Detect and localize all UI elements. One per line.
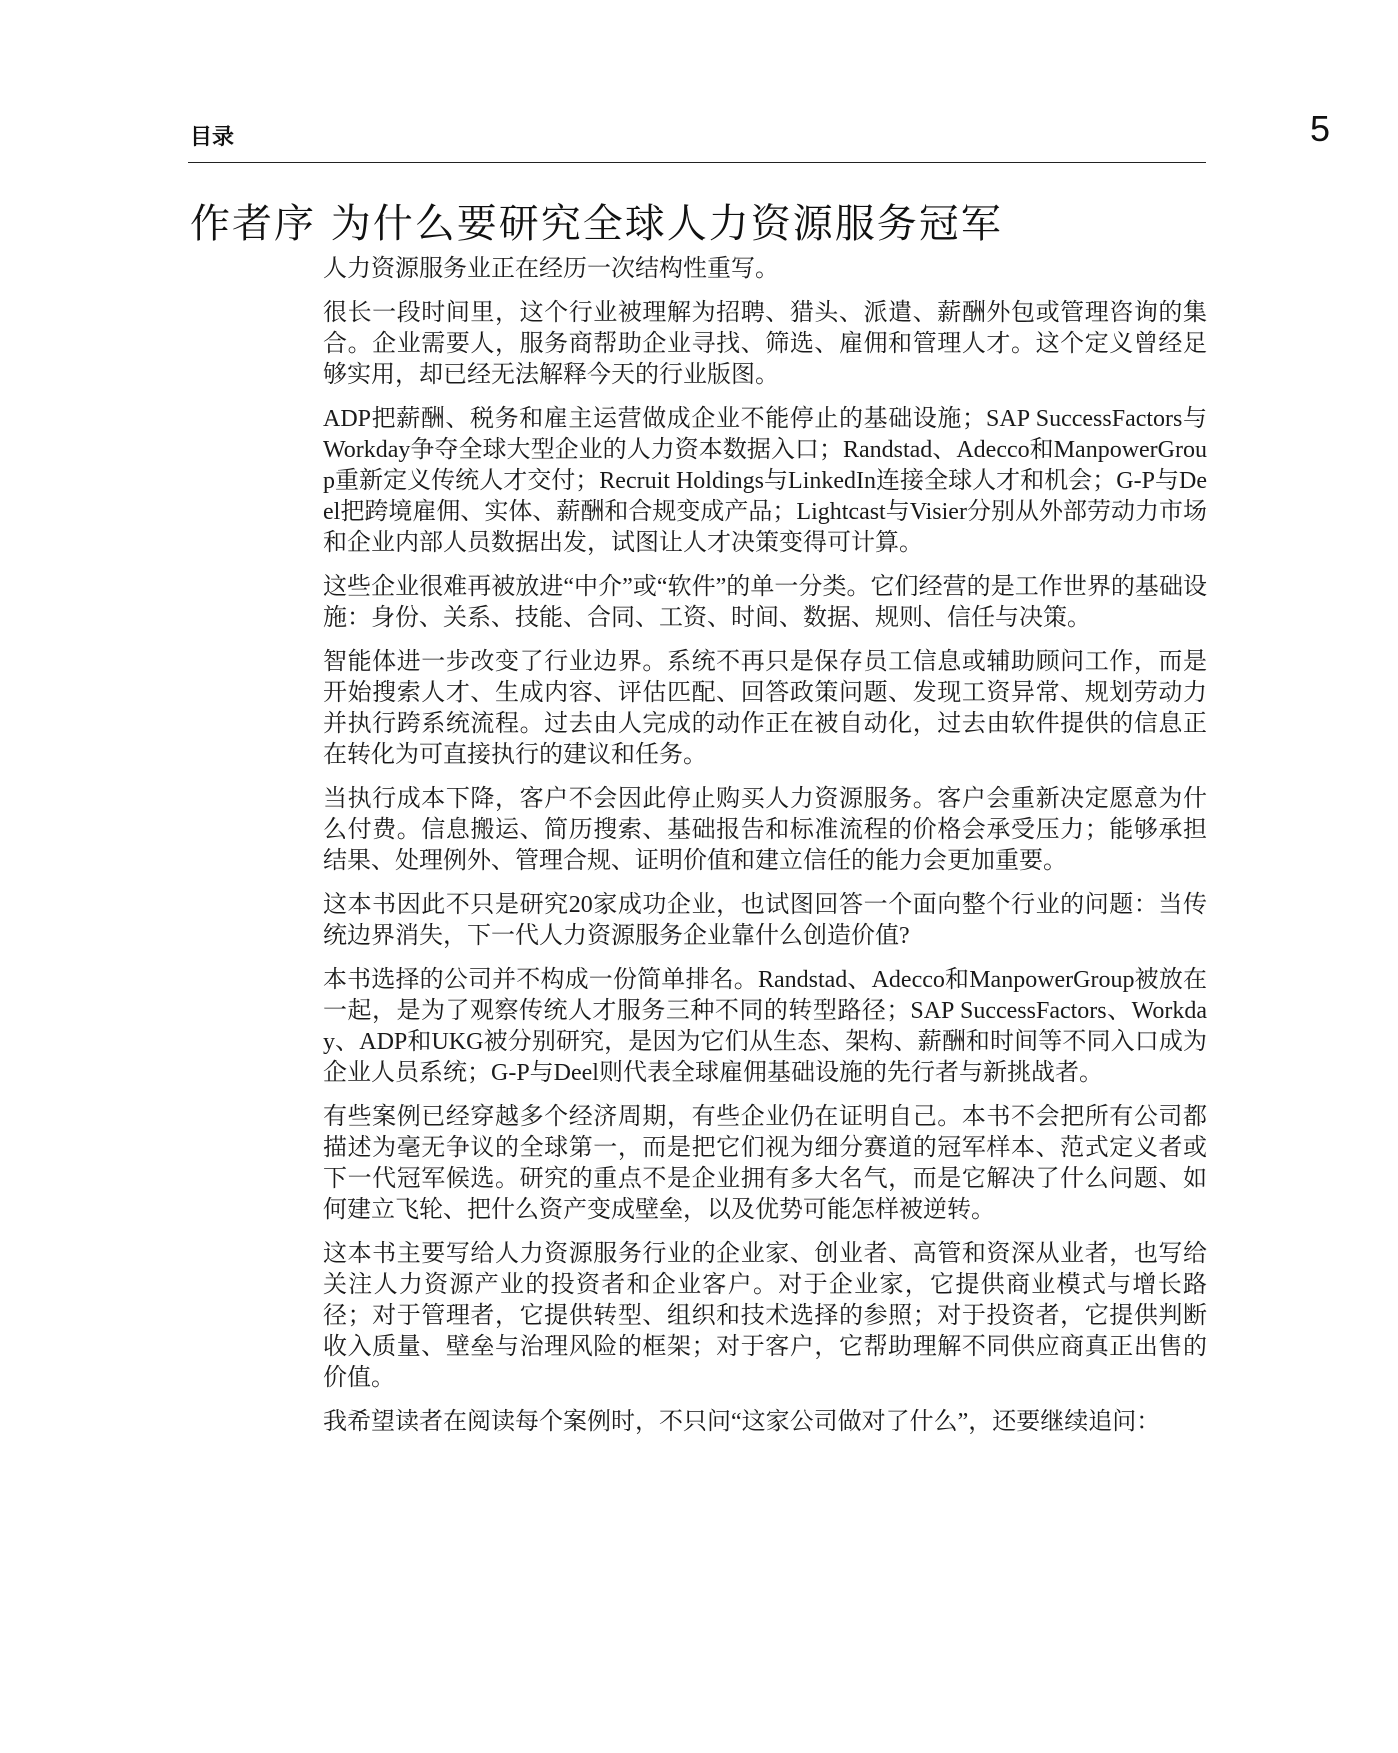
paragraph: 人力资源服务业正在经历一次结构性重写。 (323, 256, 779, 282)
paragraph: 我希望读者在阅读每个案例时，不只问“这家公司做对了什么”，还要继续追问： (323, 1409, 1161, 1435)
chapter-title: 作者序 为什么要研究全球人力资源服务冠军 (190, 201, 1003, 247)
paragraph: 当执行成本下降，客户不会因此停止购买人力资源服务。客户会重新决定愿意为什么付费。信息搬运、简历搜索、基础报告和标准流程的价格会承受压力；能够承担结果、处理例外、管理合规、证明价值和建立信任的能力会更加重要。 (323, 786, 1207, 874)
paragraph: 这本书因此不只是研究20家成功企业，也试图回答一个面向整个行业的问题：当传统边界消失，下一代人力资源服务企业靠什么创造价值? (323, 892, 1207, 949)
page-number: 5 (1309, 108, 1330, 149)
paragraph: 有些案例已经穿越多个经济周期，有些企业仍在证明自己。本书不会把所有公司都描述为毫无争议的全球第一，而是把它们视为细分赛道的冠军样本、范式定义者或下一代冠军候选。研究的重点不是企业拥有多大名气，而是它解决了什么问题、如何建立飞轮、把什么资产变成壁垒，以及优势可能怎样被逆转。 (323, 1104, 1207, 1223)
paragraph: 这本书主要写给人力资源服务行业的企业家、创业者、高管和资深从业者，也写给关注人力资源产业的投资者和企业客户。对于企业家，它提供商业模式与增长路径；对于管理者，它提供转型、组织和技术选择的参照；对于投资者，它提供判断收入质量、壁垒与治理风险的框架；对于客户，它帮助理解不同供应商真正出售的价值。 (323, 1241, 1207, 1391)
running-head: 目录 (190, 125, 235, 150)
paragraph: 很长一段时间里，这个行业被理解为招聘、猎头、派遣、薪酬外包或管理咨询的集合。企业需要人，服务商帮助企业寻找、筛选、雇佣和管理人才。这个定义曾经足够实用，却已经无法解释今天的行业版图。 (323, 300, 1207, 388)
paragraph: ADP把薪酬、税务和雇主运营做成企业不能停止的基础设施；SAP SuccessFactors与Workday争夺全球大型企业的人力资本数据入口；Randstad、Adecco和ManpowerGroup重新定义传统人才交付；Recruit Holdings与LinkedIn连接全球人才和机会；G-P与Deel把跨境雇佣、实体、薪酬和合规变成产品；Lightcast与Visier分别从外部劳动力市场和企业内部人员数据出发，试图让人才决策变得可计算。 (323, 406, 1207, 556)
paragraph: 智能体进一步改变了行业边界。系统不再只是保存员工信息或辅助顾问工作，而是开始搜索人才、生成内容、评估匹配、回答政策问题、发现工资异常、规划劳动力并执行跨系统流程。过去由人完成的动作正在被自动化，过去由软件提供的信息正在转化为可直接执行的建议和任务。 (323, 649, 1207, 768)
header-rule (188, 162, 1206, 163)
paragraph: 本书选择的公司并不构成一份简单排名。Randstad、Adecco和ManpowerGroup被放在一起，是为了观察传统人才服务三种不同的转型路径；SAP SuccessFactors、Workday、ADP和UKG被分别研究，是因为它们从生态、架构、薪酬和时间等不同入口成为企业人员系统；G-P与Deel则代表全球雇佣基础设施的先行者与新挑战者。 (323, 967, 1207, 1086)
paragraph: 这些企业很难再被放进“中介”或“软件”的单一分类。它们经营的是工作世界的基础设施：身份、关系、技能、合同、工资、时间、数据、规则、信任与决策。 (323, 574, 1207, 631)
body-text (323, 254, 1207, 1451)
